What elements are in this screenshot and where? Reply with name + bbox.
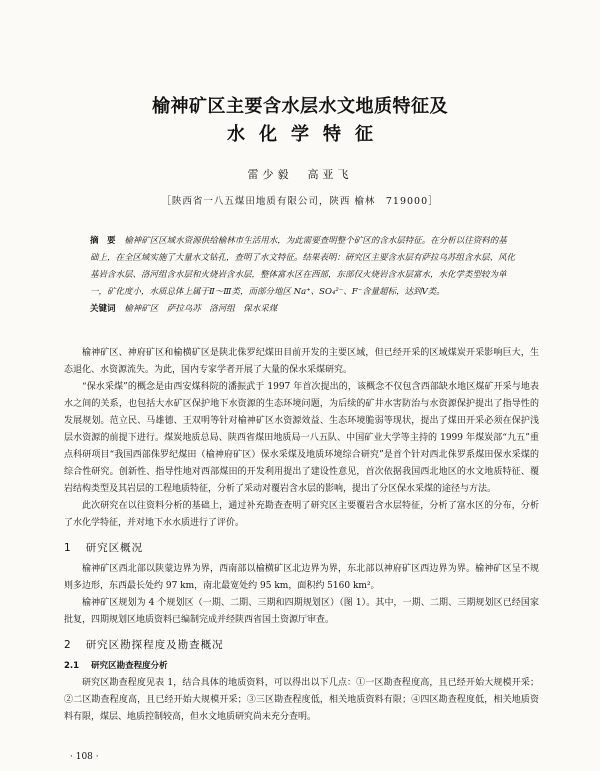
keywords-label: 关键词 (90, 304, 116, 314)
subsection-2-1-number: 2.1 (64, 661, 80, 671)
subsection-2-1-title: 研究区勘查程度分析 (91, 661, 168, 671)
section-2-title: 研究区勘探程度及勘查概况 (85, 639, 224, 651)
section-1-paragraph-2: 榆神矿区规划为 4 个规划区（一期、二期、三期和四期规划区）（图 1）。其中，一期、二期、三期规划区已经国家批复，四期规划区地质资料已编制完成并经陕西省国土资源厅审查。 (64, 598, 539, 625)
keywords-text: 榆神矿区 萨拉乌苏 洛河组 保水采煤 (124, 304, 278, 314)
subsection-2-1-paragraph-1: 研究区勘查程度见表 1，结合具体的地质资料，可以得出以下几点：①一区勘查程度高，且已经开始大规模开采；②二区勘查程度高，且已经开始大规模开采；③三区勘查程度低，相关地质资料有限；④四区勘查程度低，相关地质资料有限，煤层、地质控制较高，但水文地质研究尚未充分查明。 (64, 678, 539, 722)
paper-title-line-2: 水化学特征 (227, 124, 387, 145)
paper-title-line-1: 榆神矿区主要含水层水文地质特征及 (152, 96, 448, 117)
keywords (90, 301, 515, 318)
subsection-2-1-heading (64, 658, 539, 675)
section-1-heading (64, 540, 539, 557)
abstract-block (90, 233, 515, 318)
abstract (90, 233, 515, 301)
section-2-number: 2 (64, 639, 72, 651)
section-2-heading (64, 637, 539, 654)
intro-paragraph-3: 此次研究在以往资料分析的基础上，通过补充勘查查明了研究区主要覆岩含水层特征，分析了富水区的分布，分析了水化学特征，并对地下水水质进行了评价。 (64, 501, 539, 528)
section-1-number: 1 (64, 542, 72, 554)
intro-paragraph-1: 榆神矿区、神府矿区和榆横矿区是陕北侏罗纪煤田目前开发的主要区域，但已经开采的区域煤炭开采影响巨大，生态退化、水资源流失。为此，国内专家学者开展了大量的保水采煤研究。 (64, 348, 539, 375)
section-1-title: 研究区概况 (85, 542, 144, 554)
author-list: 雷少毅 高亚飞 (247, 168, 353, 181)
section-1-paragraph-1: 榆神矿区西北部以陕蒙边界为界，西南部以榆横矿区北边界为界，东北部以神府矿区西边界为界。榆神矿区呈不规则多边形，东西最长处约 97 km，南北最宽处约 95 km，面积约 5160 km²。 (64, 564, 539, 591)
abstract-text: 榆神矿区区域水资源供给榆林市生活用水，为此需要查明整个矿区的含水层特征。在分析以往资料的基础上，在全区域实施了大量水文钻孔，查明了水文特征。结果表明：研究区主要含水层有萨拉乌苏组含水层、风化基岩含水层、洛河组含水层和火烧岩含水层，整体富水区在西部，东部仅火烧岩含水层富水，水化学类型较为单一，矿化度小，水质总体上属于Ⅱ～Ⅲ类，而部分地区 Na⁺、SO₄²⁻、F⁻含量超标，达到Ⅴ类。 (90, 236, 516, 297)
page-number: · 108 · (70, 752, 99, 762)
affiliation: ［陕西省一八五煤田地质有限公司，陕西 榆林 719000］ (161, 196, 439, 207)
main-body (64, 345, 539, 726)
intro-paragraph-2: “保水采煤”的概念是由西安煤科院的潘振武于 1997 年首次提出的，该概念不仅包含西部缺水地区煤矿开采与地表水之间的关系，也包括大水矿区保护地下水资源的生态环境问题，为后续的矿井水害防治与水资源保护提出了指导性的发展规划。范立民、马雄德、王双明等针对榆神矿区水资源效益、生态环境脆弱等现状，提出了煤田开采必须在保护浅层水资源的前提下进行。煤炭地质总局、陕西省煤田地质局一八五队、中国矿业大学等主持的 1999 年煤炭部“九五”重点科研项目“我国西部侏罗纪煤田（榆神府矿区）保水采煤及地质环境综合研究”是首个针对西北侏罗系煤田保水采煤的综合性研究。创新性、指导性地对西部煤田的开发利用提出了建设性意见，首次依据我国西北地区的水文地质特征、覆岩结构类型及其岩层的工程地质特征，分析了采动对覆岩含水层的影响，提出了分区保水采煤的途径与方法。 (64, 382, 539, 494)
abstract-label: 摘 要 (90, 236, 116, 246)
